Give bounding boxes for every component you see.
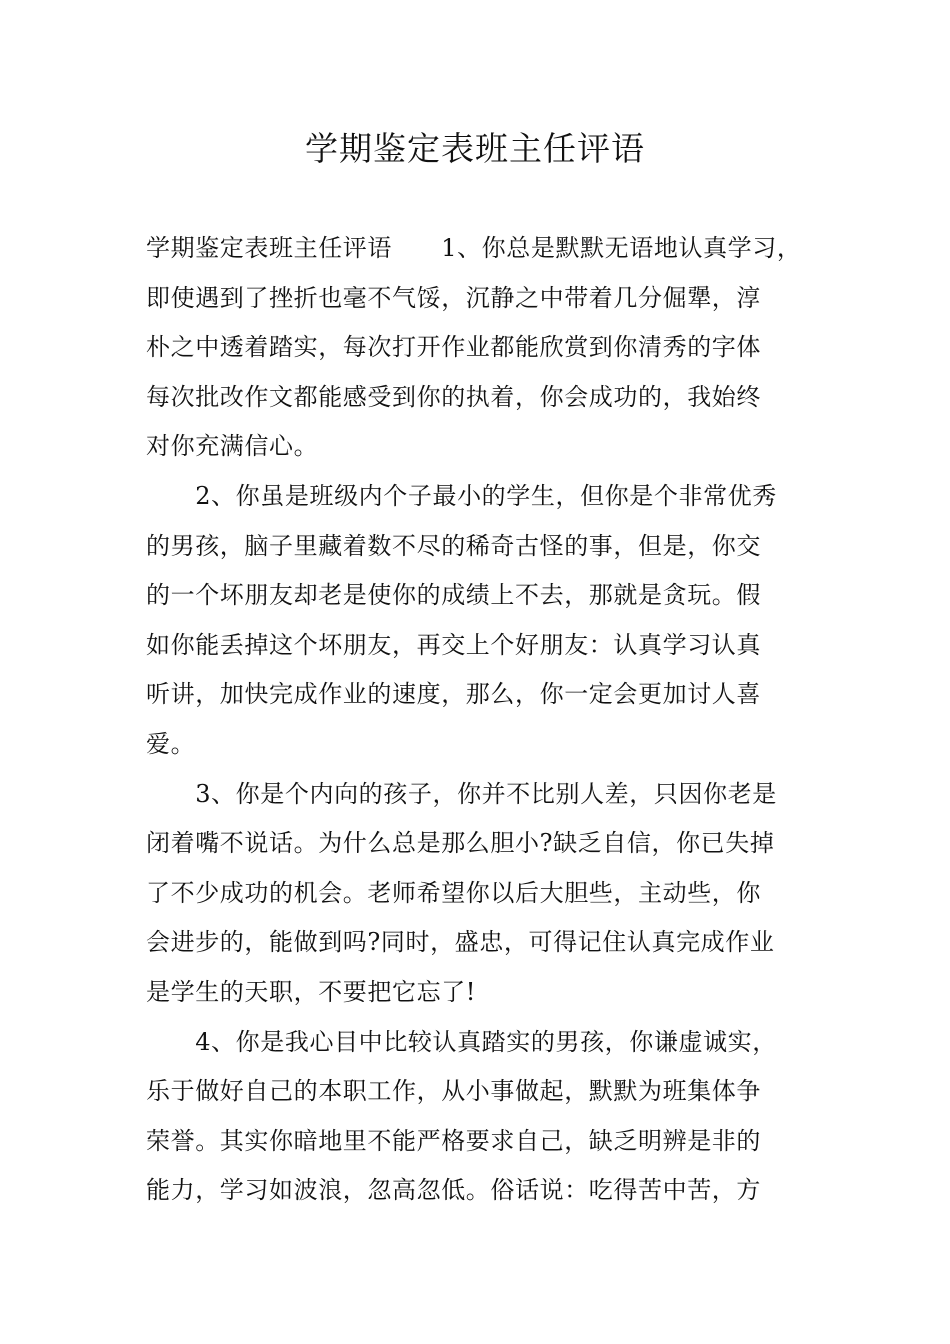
body-line: 能力，学习如波浪，忽高忽低。俗话说：吃得苦中苦，方 <box>146 1176 761 1205</box>
body-line: 如你能丢掉这个坏朋友，再交上个好朋友：认真学习认真 <box>146 630 761 659</box>
body-line: 每次批改作文都能感受到你的执着，你会成功的，我始终 <box>146 382 761 411</box>
body-line: 对你充满信心。 <box>146 432 319 461</box>
body-line: 即使遇到了挫折也毫不气馁，沉静之中带着几分倔犟，淳 <box>146 283 761 312</box>
body-line: 的一个坏朋友却老是使你的成绩上不去，那就是贪玩。假 <box>146 581 761 610</box>
body-line: 是学生的天职，不要把它忘了! <box>146 977 477 1006</box>
body-line: 听讲，加快完成作业的速度，那么，你一定会更加讨人喜 <box>146 680 761 709</box>
body-line: 闭着嘴不说话。为什么总是那么胆小?缺乏自信，你已失掉 <box>146 829 775 858</box>
body-line: 爱。 <box>146 729 196 758</box>
body-line: 了不少成功的机会。老师希望你以后大胆些，主动些，你 <box>146 878 761 907</box>
body-line: 2、你虽是班级内个子最小的学生，但你是个非常优秀 <box>146 481 777 510</box>
body-line: 学期鉴定表班主任评语 1、你总是默默无语地认真学习， <box>146 234 802 262</box>
body-line: 乐于做好自己的本职工作，从小事做起，默默为班集体争 <box>146 1077 761 1106</box>
document-title: 学期鉴定表班主任评语 <box>305 129 645 168</box>
document-body <box>146 224 818 1216</box>
body-line: 4、你是我心目中比较认真踏实的男孩，你谦虚诚实， <box>146 1027 777 1056</box>
body-line: 荣誉。其实你暗地里不能严格要求自己，缺乏明辨是非的 <box>146 1126 761 1155</box>
body-line: 的男孩，脑子里藏着数不尽的稀奇古怪的事，但是，你交 <box>146 531 761 560</box>
body-line: 3、你是个内向的孩子，你并不比别人差，只因你老是 <box>146 779 777 808</box>
body-line: 会进步的，能做到吗?同时，盛忠，可得记住认真完成作业 <box>146 928 775 957</box>
body-line: 朴之中透着踏实，每次打开作业都能欣赏到你清秀的字体 <box>146 333 761 362</box>
